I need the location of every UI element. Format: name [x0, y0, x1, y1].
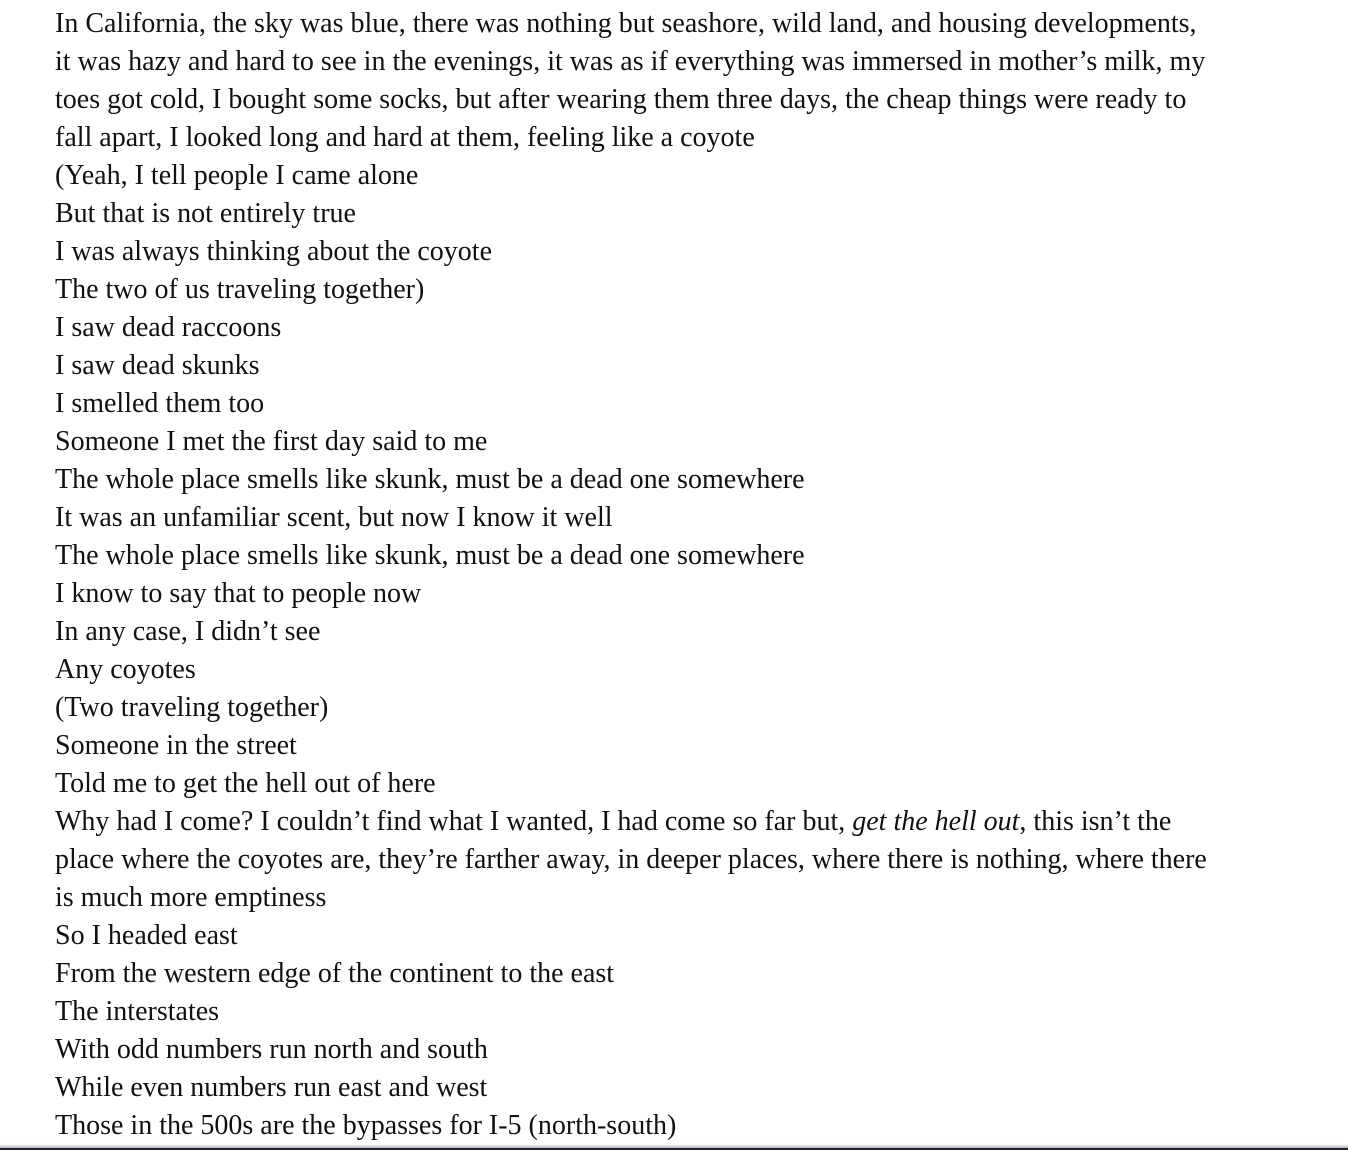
line-interstates: The interstates [55, 996, 220, 1027]
line-someone-met: Someone I met the first day said to me [55, 426, 488, 457]
line-didnt-see: In any case, I didn’t see [55, 616, 321, 647]
document-page [55, 5, 1215, 1145]
line-not-entirely-true: But that is not entirely true [55, 198, 356, 229]
line-western-edge: From the western edge of the continent to the east [55, 958, 615, 989]
paragraph-california: In California, the sky was blue, there was nothing but seashore, wild land, and housing developments, it was hazy and hard to see in the evenings, it was as if everything was immersed in mother’s milk, my toes got cold, I bought some socks, but after wearing them three days, the cheap things were ready to fall apart, I looked long and hard at them, feeling like a coyote [55, 8, 1206, 153]
line-smelled: I smelled them too [55, 388, 265, 419]
line-even-numbers: While even numbers run east and west [55, 1072, 488, 1103]
line-thinking-coyote: I was always thinking about the coyote [55, 236, 493, 267]
line-dead-raccoons: I saw dead raccoons [55, 312, 282, 343]
line-smells-skunk-1: The whole place smells like skunk, must be a dead one somewhere [55, 464, 805, 495]
line-unfamiliar-scent: It was an unfamiliar scent, but now I know it well [55, 502, 613, 533]
line-yeah: (Yeah, I tell people I came alone [55, 160, 419, 191]
line-dead-skunks: I saw dead skunks [55, 350, 260, 381]
why-text-before: Why had I come? I couldn’t find what I wanted, I had come so far but, [55, 806, 853, 837]
line-any-coyotes: Any coyotes [55, 654, 196, 685]
line-know-to-say: I know to say that to people now [55, 578, 422, 609]
line-500s-bypasses: Those in the 500s are the bypasses for I-5 (north-south) [55, 1110, 677, 1141]
why-text-italic: get the hell out [852, 806, 1020, 837]
line-someone-street: Someone in the street [55, 730, 297, 761]
line-get-out: Told me to get the hell out of here [55, 768, 436, 799]
line-smells-skunk-2: The whole place smells like skunk, must be a dead one somewhere [55, 540, 805, 571]
paragraph-why-had-i-come [55, 803, 1215, 917]
line-odd-numbers: With odd numbers run north and south [55, 1034, 488, 1065]
line-headed-east: So I headed east [55, 920, 238, 951]
why-text-after: , this isn’t the place where the coyotes are, they’re farther away, in deeper places, where there is nothing, where there is much more emptiness [55, 806, 1207, 913]
line-two-traveling: (Two traveling together) [55, 692, 329, 723]
line-two-of-us: The two of us traveling together) [55, 274, 425, 305]
